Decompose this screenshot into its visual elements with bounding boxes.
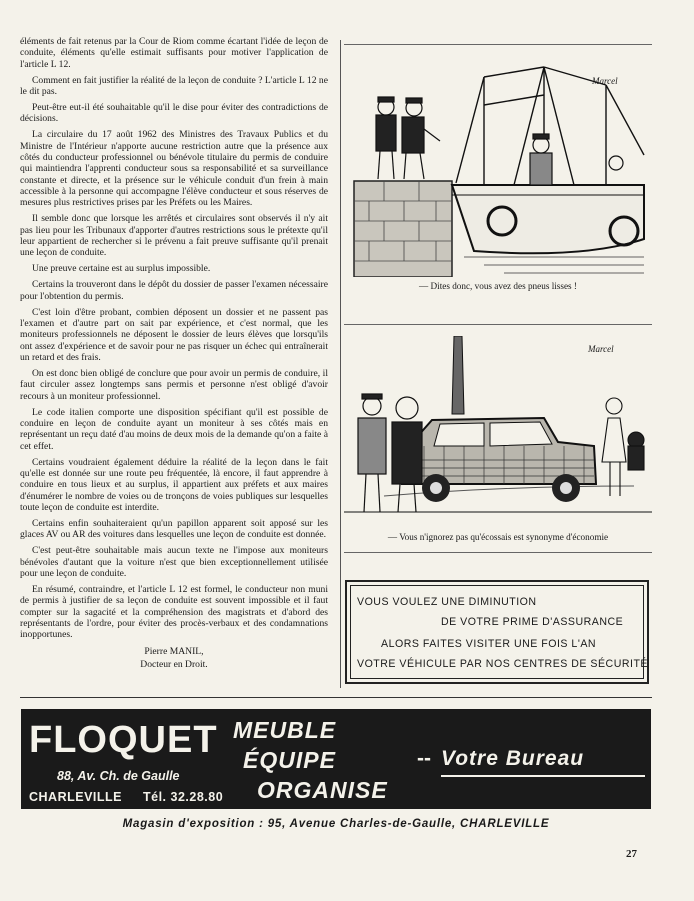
article-column <box>20 36 328 671</box>
article-paragraph: La circulaire du 17 août 1962 des Ministres des Travaux Publics et du Ministre de l'Intérieur n'apporte aucune restriction autre que la présence aux côtés du conducteur professionnel ou bénévole titulaire du permis de conduire qui maintiendra l'apprenti conducteur sous sa responsabilité et sa surveillance constante et directe, et la présence sur le véhicule conduit d'un frein à main accessible à la personne qui accompagne l'élève conducteur et sous réserves de mesures plus restrictives prises par les Préfets ou les Maires. <box>20 129 328 209</box>
cartoon-car <box>344 336 652 542</box>
banner-address: 88, Av. Ch. de Gaulle <box>57 769 180 783</box>
article-paragraph: Le code italien comporte une disposition spécifiant qu'il est possible de conduire en leçon de conduite ayant un moniteur à ses côtés mais en représentant un reçu daté d'au moins de deux mois de la demande qu'on a faite à cet effet. <box>20 406 328 452</box>
article-paragraph: Certains voudraient également déduire la réalité de la leçon dans le fait qu'elle est donnée sur une route peu fréquentée, là encore, il faut apprendre à conduire en tous lieux et au surplus, il appartient aux préfets et aux maires d'énumérer le nombre de voies ou de tronçons de voies publiques sur lesquelles toute leçon de conduite est interdite. <box>20 456 328 513</box>
article-paragraph: C'est peut-être souhaitable mais aucun texte ne l'impose aux moniteurs bénévoles d'autant que la voiture n'est que bien exceptionnellement utilisée pour une leçon de conduite. <box>20 545 328 580</box>
tagline-underline <box>441 775 645 777</box>
ad-line: DE VOTRE PRIME D'ASSURANCE <box>441 616 624 628</box>
banner-word-equipe: ÉQUIPE <box>243 747 336 773</box>
ad-line: VOUS VOULEZ UNE DIMINUTION <box>357 596 537 608</box>
showroom-line: Magasin d'exposition : 95, Avenue Charles-de-Gaulle, CHARLEVILLE <box>122 818 550 830</box>
banner-phone: Tél. 32.28.80 <box>143 790 224 804</box>
ad-line: ALORS FAITES VISITER UNE FOIS L'AN <box>381 638 597 650</box>
cartoon-harbor <box>344 44 652 291</box>
cartoonist-signature: Marcel <box>588 344 614 354</box>
banner-city: CHARLEVILLE <box>29 790 122 804</box>
article-paragraph: Comment en fait justifier la réalité de la leçon de conduite ? L'article L 12 ne le dit pas. <box>20 74 328 97</box>
brand-name: FLOQUET <box>29 719 218 761</box>
author-title: Docteur en Droit. <box>140 659 208 671</box>
safety-ad-frame <box>350 585 648 679</box>
cartoon-caption: — Vous n'ignorez pas qu'écossais est synonyme d'économie <box>387 532 609 542</box>
article-paragraph: Il semble donc que lorsque les arrêtés et circulaires sont observés il n'y ait pas lieu pour les Tribunaux d'apporter d'autres restrictions sous le prétexte qu'il leur appartient de rechercher si le prévenu a fait preuve suffisante qu'il prenait une leçon de conduite. <box>20 213 328 259</box>
article-paragraph: Peut-être eut-il été souhaitable qu'il le dise pour éviter des contradictions de décisions. <box>20 102 328 125</box>
cartoon-top-rule <box>344 44 652 45</box>
section-rule <box>20 697 652 698</box>
cartoon-caption: — Dites donc, vous avez des pneus lisses ! <box>419 281 577 291</box>
banner-word-organise: ORGANISE <box>257 777 388 803</box>
cartoon-bottom-rule <box>344 552 652 553</box>
article-paragraph: En résumé, contraindre, et l'article L 12 est formel, le conducteur non muni de permis à justifier de sa leçon de conduite est souvent impossible et il faut compter sur la sagacité et la compréhension des magistrats et d'abord des représentants de l'ordre, pour éviter des procès-verbaux et des condamnations inopportunes. <box>20 584 328 641</box>
author-name: Pierre MANIL, <box>144 646 204 658</box>
author-signature <box>20 645 328 671</box>
page-number: 27 <box>626 848 637 860</box>
column-divider <box>340 40 341 688</box>
article-paragraph: Une preuve certaine est au surplus impossible. <box>32 263 211 275</box>
safety-center-ad <box>345 580 649 684</box>
cartoonist-signature: Marcel <box>592 76 618 86</box>
article-paragraph: Certains la trouveront dans le dépôt du dossier de passer l'examen nécessaire pour l'obtention du permis. <box>20 279 328 302</box>
car-illustration <box>344 336 652 528</box>
ad-line: VOTRE VÉHICULE PAR NOS CENTRES DE SÉCURITÉ <box>357 658 648 670</box>
floquet-banner <box>21 709 651 809</box>
article-paragraph: On est donc bien obligé de conclure que pour avoir un permis de conduire, il faut circuler assez longtemps sans permis et personne n'est obligé d'avoir recours à un moniteur professionnel. <box>20 368 328 402</box>
article-paragraph: éléments de fait retenus par la Cour de Riom comme écartant l'idée de leçon de conduite, éléments qu'elle estimait suffisants pour motiver l'application de l'article L 12. <box>20 36 328 70</box>
article-paragraph: Certains enfin souhaiteraient qu'un papillon apparent soit apposé sur les glaces AV ou AR des voitures dans lesquelles une leçon de conduite est donnée. <box>20 518 328 541</box>
banner-tagline: Votre Bureau <box>441 747 585 770</box>
cartoon-divider <box>344 324 652 325</box>
tagline-dashes: -- <box>417 747 431 770</box>
article-paragraph: C'est loin d'être probant, combien déposent un dossier et ne passent pas l'examen et d'autre part on sait par expérience, et c'est normal, que les moniteurs professionnels ne déposent le dossier de leurs élèves que lorsqu'ils ont assez d'expérience et de savoir pour ne pas risquer un échec qui entraînerait un retard et des frais. <box>20 306 328 363</box>
banner-word-meuble: MEUBLE <box>233 717 337 743</box>
